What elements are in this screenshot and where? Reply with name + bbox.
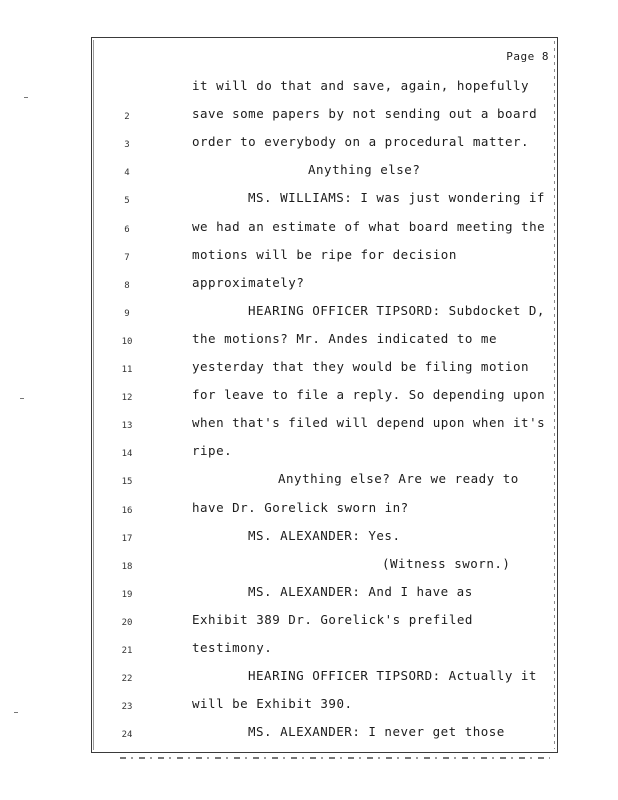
line-text: MS. ALEXANDER: I never get those <box>248 724 505 740</box>
transcript-line <box>92 694 557 722</box>
transcript-line <box>92 638 557 666</box>
line-text: ripe. <box>192 443 233 459</box>
line-text: (Witness sworn.) <box>382 555 511 571</box>
scan-speck <box>20 398 24 399</box>
transcript-line <box>92 104 557 132</box>
line-text: we had an estimate of what board meeting the <box>192 218 546 234</box>
line-number: 11 <box>121 365 133 375</box>
line-number: 12 <box>121 393 133 404</box>
line-number: 22 <box>121 674 133 685</box>
transcript-line <box>92 245 557 273</box>
transcript-line <box>92 273 557 301</box>
line-text: it will do that and save, again, hopefully <box>192 78 530 93</box>
transcript-line <box>92 498 557 526</box>
transcript-line <box>92 666 557 694</box>
transcript-line <box>92 722 557 750</box>
line-number: 13 <box>121 421 133 432</box>
transcript-line <box>92 160 557 188</box>
line-number: 15 <box>121 477 133 488</box>
transcript-line <box>92 188 557 216</box>
line-text: HEARING OFFICER TIPSORD: Subdocket D, <box>248 302 545 318</box>
transcript-line <box>92 469 557 497</box>
line-number: 16 <box>121 505 133 516</box>
transcript-line <box>92 76 557 104</box>
scan-speck <box>24 97 28 98</box>
transcript-line <box>92 385 557 413</box>
line-number: 2 <box>124 112 130 123</box>
transcript-line <box>92 301 557 329</box>
scan-artifact-line <box>120 757 550 759</box>
line-number: 8 <box>124 280 130 291</box>
line-text: MS. ALEXANDER: Yes. <box>248 527 401 543</box>
line-text: Anything else? <box>308 162 421 178</box>
line-text: testimony. <box>192 640 273 655</box>
line-text: save some papers by not sending out a board <box>192 106 538 122</box>
line-text: Exhibit 389 Dr. Gorelick's prefiled <box>192 611 473 627</box>
line-text: order to everybody on a procedural matter. <box>192 134 530 150</box>
line-text: the motions? Mr. Andes indicated to me <box>192 330 497 346</box>
line-text: MS. ALEXANDER: And I have as <box>248 583 473 599</box>
page-number: Page 8 <box>506 50 549 63</box>
line-number: 3 <box>124 140 130 151</box>
line-number: 4 <box>124 168 130 179</box>
line-text: have Dr. Gorelick sworn in? <box>192 499 409 515</box>
line-number: 9 <box>124 308 130 319</box>
line-text: Anything else? Are we ready to <box>278 471 519 487</box>
transcript-page <box>91 37 558 753</box>
line-number: 5 <box>124 196 130 207</box>
line-number: 24 <box>121 730 133 741</box>
line-number: 14 <box>121 449 133 460</box>
line-number: 18 <box>121 561 133 572</box>
scan-speck <box>14 712 18 713</box>
line-number: 21 <box>121 646 133 656</box>
line-text: yesterday that they would be filing motion <box>192 359 530 374</box>
line-number: 19 <box>121 589 133 600</box>
transcript-line <box>92 217 557 245</box>
transcript-line <box>92 329 557 357</box>
transcript-line <box>92 526 557 554</box>
line-text: HEARING OFFICER TIPSORD: Actually it <box>248 668 537 684</box>
transcript-line <box>92 582 557 610</box>
line-number: 23 <box>121 702 133 713</box>
line-number: 7 <box>124 252 130 263</box>
transcript-line <box>92 610 557 638</box>
transcript-line <box>92 441 557 469</box>
line-text: when that's filed will depend upon when it's <box>192 415 546 431</box>
line-text: will be Exhibit 390. <box>192 696 353 712</box>
line-text: approximately? <box>192 274 305 290</box>
line-number: 17 <box>121 533 133 544</box>
transcript-line <box>92 554 557 582</box>
transcript-line <box>92 357 557 385</box>
line-text: MS. WILLIAMS: I was just wondering if <box>248 190 545 206</box>
line-number: 20 <box>121 617 133 628</box>
line-text: motions will be ripe for decision <box>192 246 457 262</box>
transcript-line <box>92 132 557 160</box>
line-number: 6 <box>124 224 130 235</box>
line-number: 10 <box>121 336 133 347</box>
transcript-line <box>92 413 557 441</box>
line-text: for leave to file a reply. So depending upon <box>192 387 546 403</box>
